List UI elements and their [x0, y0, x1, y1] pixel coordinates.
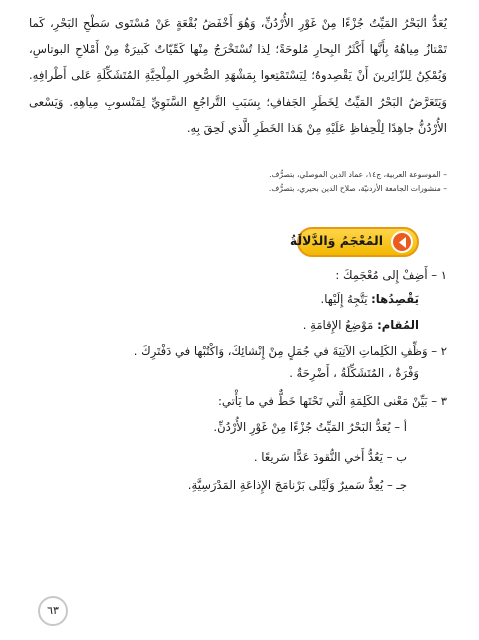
- exercise-2: ٢ – وَظِّفِ الكَلِماتِ الآتِيَةَ في جُمَلٍ مِنْ إِنْشائِكَ، وَاكْتُبْها في دَفْتَرِكَ .: [133, 344, 447, 358]
- exercise-2-words: وَفْرَةٌ ، المُتَشَكِّلَةُ ، أَضْرِحَةٌ .: [289, 366, 419, 380]
- exercise-3-a: أ – يُعَدُّ البَحْرُ المَيِّتُ جُزْءًا مِنْ غَوْرِ الأُرْدُنِّ.: [213, 420, 407, 434]
- play-icon: [391, 231, 413, 253]
- page-number: ٦٣: [38, 596, 68, 626]
- exercise-1-item-2: [0, 316, 419, 334]
- sources-list: [27, 168, 447, 196]
- source-2: – منشورات الجامعة الأردنيّة، صلاح الدين بحيري، بتصرُّف.: [268, 184, 447, 193]
- passage-paragraph: يُعَدُّ البَحْرُ المَيِّتُ جُزْءًا مِنْ غَوْرِ الأُرْدُنِّ، وَهُوَ أَخْفَضُ بُقْعَةٍ عَنْ مُسْتَوى سَطْحِ البَحْرِ، كَما تَمْتازُ مِياهُهُ بِأَنَّها أَكْثَرُ البِحارِ مُلوحَةً؛ لِذا تُسْتَخْرَجُ مِنْها كَمِّيّاتٌ كَبيرَةٌ مِنْ أَمْلاحِ البوتاسِ، وَيُمْكِنُ لِلزّائِرينَ أَنْ يَقْصِدوهُ؛ لِيَسْتَمْتِعوا بِمَشْهَدِ الصُّخورِ المِلْحِيَّةِ المُتَشَكِّلَةِ عَلى أَطْرافِهِ. وَيَتَعَرَّضُ البَحْرُ المَيِّتُ لِخَطَرِ الجَفافِ؛ بِسَبَبِ التَّراجُعِ السَّنَوِيِّ لِمَنْسوبِ مِياهِهِ. وَيَسْعى الأُرْدُنُّ جاهِدًا لِلْحِفاظِ عَلَيْهِ مِنْ هَذا الخَطَرِ الَّذي لَحِقَ بِهِ.: [29, 16, 447, 135]
- source-1: – الموسوعة العربية، ج١٤، عماد الدين الموصلي، بتصرُّف.: [269, 170, 447, 179]
- term-definition: يَتَّجِهُ إِلَيْها.: [320, 292, 368, 306]
- section-heading: [289, 227, 419, 257]
- exercise-1: ١ – أَضِفْ إِلى مُعْجَمِكَ :: [335, 268, 447, 282]
- exercise-3: ٣ – بَيِّنْ مَعْنى الكَلِمَةِ الَّتي تَحْتَها خَطٌّ في ما يَأْتي:: [218, 394, 447, 408]
- exercise-1-item-1: [0, 290, 419, 308]
- exercise-3-b: ب – يَعُدُّ أَخي النُّقودَ عَدًّا سَريعًا .: [253, 450, 407, 464]
- exercise-3-c: جـ – يُعِدُّ سَميرٌ وَلَيْلى بَرْنامَجَ الإِذاعَةِ المَدْرَسِيَّةِ.: [187, 478, 407, 492]
- term-label: المُقام:: [377, 318, 419, 332]
- term-definition: مَوْضِعُ الإِقامَةِ .: [302, 318, 374, 332]
- term-label: يَقْصِدُها:: [371, 292, 419, 306]
- section-title: المُعْجَمُ وَالدَّلالَةُ: [289, 233, 383, 248]
